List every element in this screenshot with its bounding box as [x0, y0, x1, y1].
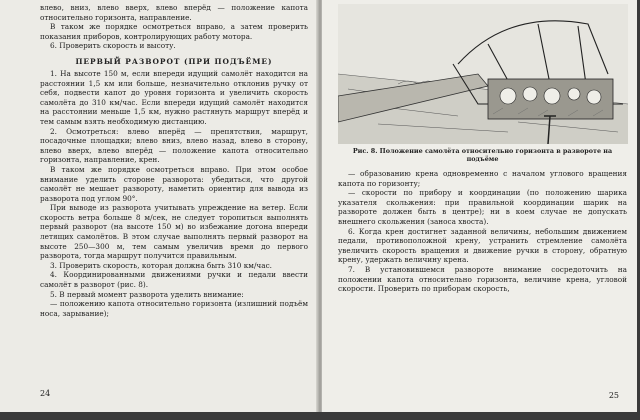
figure-caption: Рис. 8. Положение самолёта относительно горизонта в развороте на подъёме	[352, 147, 613, 163]
top-line-3: 6. Проверить скорость и высоту.	[50, 41, 176, 51]
paragraph-6: 4. Координированными движениями ручки и педали ввести самолёт в разворот (рис. 8).	[40, 270, 308, 290]
paragraph-3: В таком же порядке осмотреться вправо. При этом особое внимание уделить стороне разворота: убедиться, что другой самолёт не мешает развороту, наметить ориентир для вывода из разворота под углом 90°.	[40, 164, 308, 203]
paragraph-1: 1. На высоте 150 м, если впереди идущий самолёт находится на расстоянии 1,5 км или больше, незначительно отклонив ручку от себя, подвести капот до уровня горизонта и увеличить скорость самолёта до 310 км/час. Если впереди идущий самолёт находится на расстоянии меньше 1,5 км, нужно растянуть маршрут вперёд и тем самым взять необходимую дистанцию.	[40, 68, 308, 126]
page-number-left: 24	[40, 389, 51, 398]
paragraph-5: 3. Проверить скорость, которая должна быть 310 км/час.	[50, 260, 272, 270]
paragraph-4: При выводе из разворота учитывать упреждение на ветер. Если скорость ветра больше 8 м/сек, не следует торопиться выполнять первый разворот (на высоте 150 м) во избежание догона впереди летящих самолётов. В этом случае выполнять первый разворот на высоте 250—300 м, тем самым увеличив время до первого разворота, тогда маршрут получится правильным.	[40, 203, 308, 261]
right-paragraph-2: — скорости по прибору и координации (по положению шарика указателя скольжения: при правильной координации шарик на развороте должен быть в центре); ни в коем случае не допускать внешнего скольжения (заноса хвоста).	[338, 188, 627, 226]
section-heading: ПЕРВЫЙ РАЗВОРОТ (ПРИ ПОДЪЁМЕ)	[75, 56, 273, 66]
page-number-right: 25	[608, 391, 619, 400]
paragraph-2: 2. Осмотреться: влево вперёд — препятствия, маршрут, посадочные площадки; влево вниз, влево назад, влево в сторону, влево вверх, влево вперёд — положение капота относительно горизонта, направление, крен.	[40, 126, 308, 165]
right-page	[322, 0, 637, 412]
cockpit-illustration	[338, 4, 628, 144]
right-paragraph-3: 6. Когда крен достигнет заданной величины, небольшим движением педали, противоположной крену, устранить стремление самолёта увеличить скорость вращения и движение ручки в сторону, обратную крену, удержать величину крена.	[338, 226, 627, 265]
top-line-1: влево, вниз, влево вверх, влево вперёд — положение капота относительно горизонта, направление.	[40, 3, 308, 22]
top-line-2: В таком же порядке осмотреться вправо, а затем проверить показания приборов, контролирующих работу мотора.	[40, 22, 308, 41]
paragraph-8: — положению капота относительно горизонта (излишний подъём носа, зарывание);	[40, 299, 308, 318]
paragraph-7: 5. В первый момент разворота уделить внимание:	[50, 289, 244, 299]
right-paragraph-1: — образованию крена одновременно с началом углового вращения капота по горизонту;	[338, 169, 627, 188]
left-page	[0, 0, 318, 412]
cockpit-drawing	[338, 4, 628, 144]
right-paragraph-4: 7. В установившемся развороте внимание сосредоточить на положении капота относительно горизонта, величине крена, угловой скорости. Проверить по приборам скорость,	[338, 264, 627, 294]
